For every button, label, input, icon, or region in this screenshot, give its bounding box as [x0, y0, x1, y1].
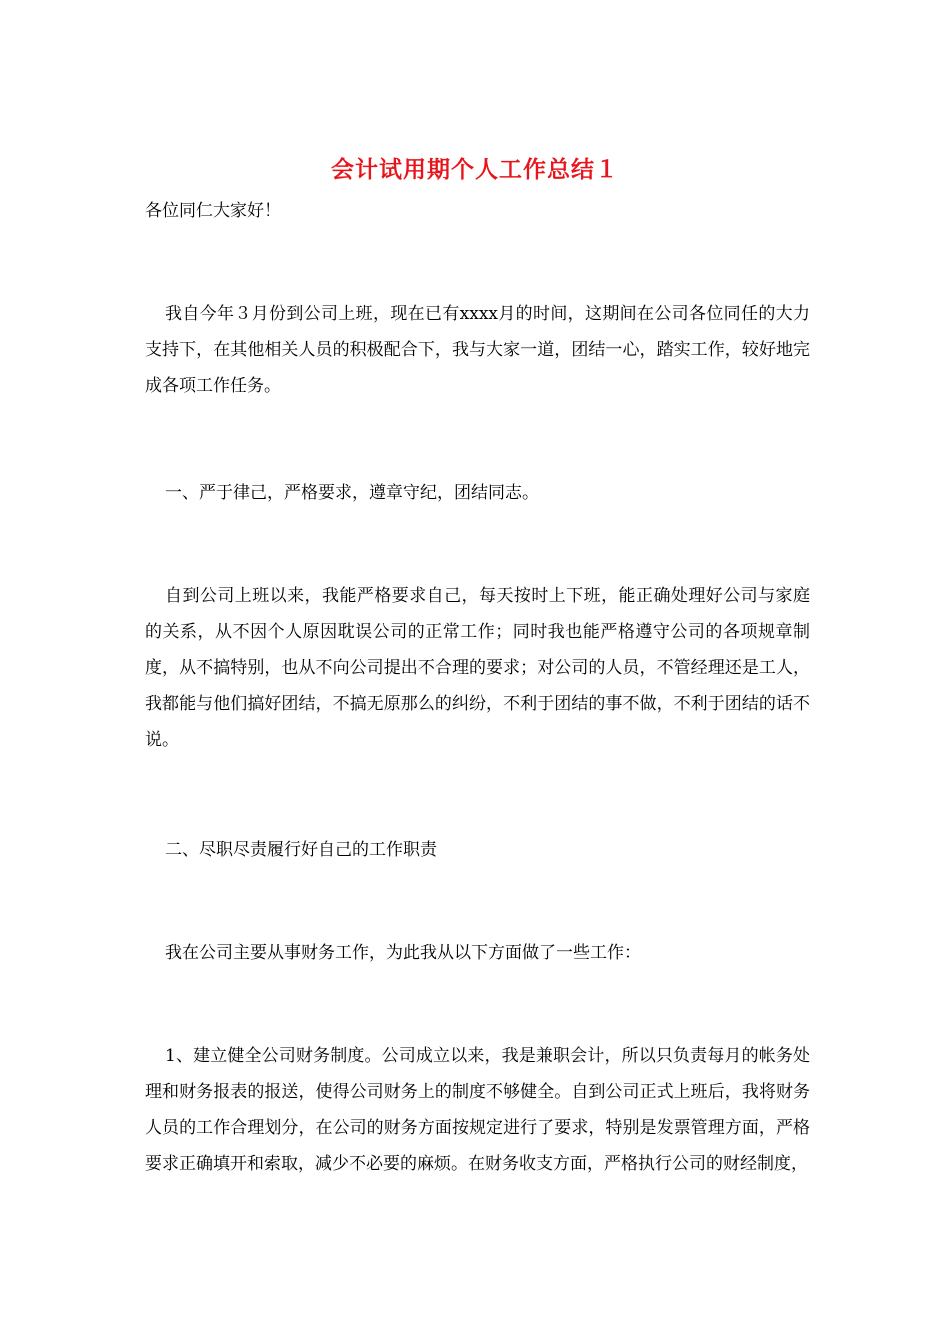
intro-paragraph: 我自今年３月份到公司上班，现在已有xxxx月的时间，这期间在公司各位同任的大力支持下，在其他相关人员的积极配合下，我与大家一道，团结一心，踏实工作，较好地完成各项工作任务。	[145, 304, 810, 396]
section-1-heading: 一、严于律己，严格要求，遵章守纪，团结同志。	[165, 483, 539, 503]
document-title: 会计试用期个人工作总结１	[331, 156, 619, 183]
greeting: 各位同仁大家好！	[145, 201, 281, 221]
section-1-body: 自到公司上班以来，我能严格要求自己，每天按时上下班，能正确处理好公司与家庭的关系，从不因个人原因耽误公司的正常工作；同时我也能严格遵守公司的各项规章制度，从不搞特别，也从不向公司提出不合理的要求；对公司的人员，不管经理还是工人，我都能与他们搞好团结，不搞无原那么的纠纷，不利于团结的事不做，不利于团结的话不说。	[145, 586, 810, 750]
section-2-intro: 我在公司主要从事财务工作，为此我从以下方面做了一些工作：	[165, 943, 641, 963]
item-1-paragraph: 1、建立健全公司财务制度。公司成立以来，我是兼职会计，所以只负责每月的帐务处理和财务报表的报送，使得公司财务上的制度不够健全。自到公司正式上班后，我将财务人员的工作合理划分，在公司的财务方面按规定进行了要求，特别是发票管理方面，严格要求正确填开和索取，减少不必要的麻烦。在财务收支方面，严格执行公司的财经制度，	[145, 1046, 810, 1174]
section-2-heading: 二、尽职尽责履行好自己的工作职责	[165, 840, 437, 860]
